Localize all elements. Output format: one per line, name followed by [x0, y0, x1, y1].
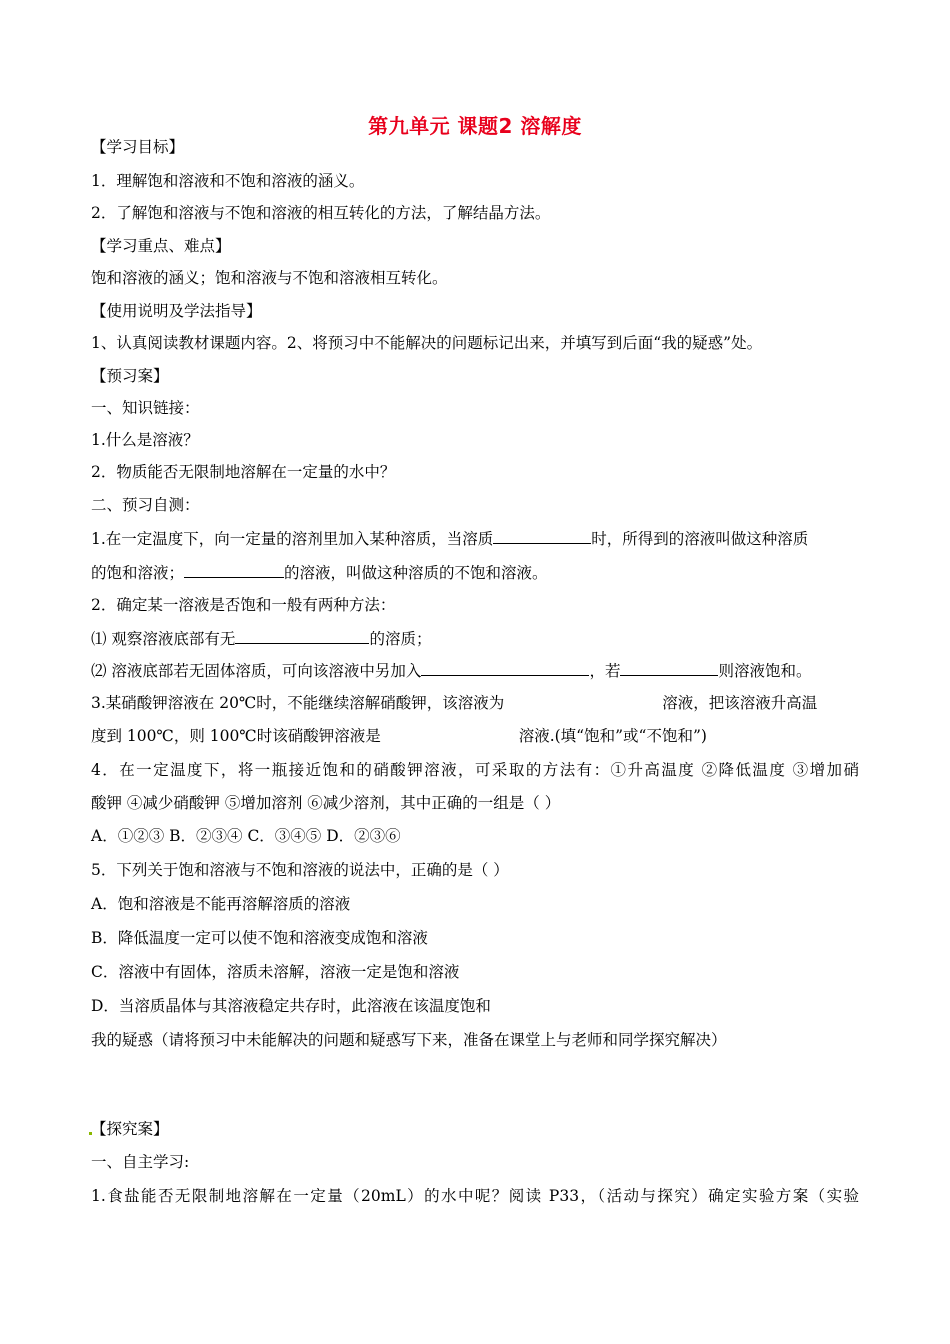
- self-test-heading: 二、预习自测：: [91, 496, 200, 514]
- test-2-1-text-a: ⑴ 观察溶液底部有无: [91, 630, 236, 648]
- link-question-1: 1.什么是溶液？: [91, 431, 199, 449]
- test-4-line-1: 4．在一定温度下，将一瓶接近饱和的硝酸钾溶液，可采取的方法有：①升高温度 ②降低温度 ③增加硝: [91, 761, 859, 779]
- test-2-2-blank-2[interactable]: [620, 660, 718, 676]
- test-1-text-a: 1.在一定温度下，向一定量的溶剂里加入某种溶质，当溶质: [91, 530, 494, 548]
- explore-heading: 【探究案】: [91, 1120, 169, 1138]
- test-2-method-2: [91, 660, 811, 681]
- test-2-1-text-b: 的溶质；: [369, 630, 432, 648]
- test-3-text-c: 度到 100℃，则 100℃时该硝酸钾溶液是: [91, 727, 381, 745]
- explore-question-1: 1.食盐能否无限制地溶解在一定量（20mL）的水中呢？阅读 P33，（活动与探究）确定实验方案（实验: [91, 1187, 859, 1205]
- self-study-heading: 一、自主学习:: [91, 1153, 190, 1171]
- test-2-1-blank[interactable]: [235, 628, 369, 644]
- test-1-text-d: 的溶液，叫做这种溶质的不饱和溶液。: [284, 564, 548, 582]
- test-4-options: A．①②③ B．②③④ C．③④⑤ D．②③⑥: [91, 827, 401, 845]
- test-5-option-b: B．降低温度一定可以使不饱和溶液变成饱和溶液: [91, 929, 428, 947]
- test-4-line-2: 酸钾 ④减少硝酸钾 ⑤增加溶剂 ⑥减少溶剂，其中正确的一组是（ ）: [91, 794, 561, 812]
- test-5-question: 5．下列关于饱和溶液与不饱和溶液的说法中，正确的是（ ）: [91, 861, 509, 879]
- key-text: 饱和溶液的涵义；饱和溶液与不饱和溶液相互转化。: [91, 269, 448, 287]
- test-3-text-b: 溶液，把该溶液升高温: [662, 694, 818, 712]
- test-3-text-a: 3.某硝酸钾溶液在 20℃时，不能继续溶解硝酸钾，该溶液为: [91, 694, 505, 712]
- test-3-line-1: [91, 693, 817, 713]
- test-1-line-2: [91, 562, 548, 583]
- key-heading: 【学习重点、难点】: [91, 237, 231, 255]
- guide-heading: 【使用说明及学法指导】: [91, 302, 262, 320]
- test-1-text-b: 时，所得到的溶液叫做这种溶质: [591, 530, 809, 548]
- goal-item-2: 2．了解饱和溶液与不饱和溶液的相互转化的方法，了解结晶方法。: [91, 204, 551, 222]
- test-2-2-text-c: 则溶液饱和。: [718, 662, 812, 680]
- test-2-2-text-a: ⑵ 溶液底部若无固体溶质，可向该溶液中另加入: [91, 662, 422, 680]
- my-doubts: 我的疑惑（请将预习中未能解决的问题和疑惑写下来，准备在课堂上与老师和同学探究解决）: [91, 1031, 727, 1049]
- test-1-text-c: 的饱和溶液；: [91, 564, 185, 582]
- test-5-option-c: C．溶液中有固体，溶质未溶解，溶液一定是饱和溶液: [91, 963, 460, 981]
- test-2-method-1: [91, 628, 431, 649]
- goal-item-1: 1．理解饱和溶液和不饱和溶液的涵义。: [91, 172, 365, 190]
- test-1-line-1: [91, 528, 808, 549]
- test-3-line-2: [91, 726, 707, 746]
- guide-text: 1、认真阅读教材课题内容。2、将预习中不能解决的问题标记出来，并填写到后面“我的疑惑”处。: [91, 334, 763, 352]
- link-question-2: 2．物质能否无限制地溶解在一定量的水中？: [91, 463, 396, 481]
- test-5-option-a: A．饱和溶液是不能再溶解溶质的溶液: [91, 895, 351, 913]
- test-2-2-blank-1[interactable]: [421, 660, 589, 676]
- test-2-question: 2．确定某一溶液是否饱和一般有两种方法：: [91, 596, 396, 614]
- test-2-2-text-b: ，若: [589, 662, 621, 680]
- test-5-option-d: D．当溶质晶体与其溶液稳定共存时，此溶液在该温度饱和: [91, 997, 491, 1015]
- preview-heading: 【预习案】: [91, 367, 169, 385]
- goals-heading: 【学习目标】: [91, 138, 185, 156]
- test-3-text-d: 溶液.(填“饱和”或“不饱和”): [518, 727, 707, 745]
- test-1-blank-1[interactable]: [493, 528, 591, 544]
- knowledge-link-heading: 一、知识链接：: [91, 399, 200, 417]
- test-1-blank-2[interactable]: [184, 562, 284, 578]
- page-title: 第九单元 课题2 溶解度: [368, 114, 582, 138]
